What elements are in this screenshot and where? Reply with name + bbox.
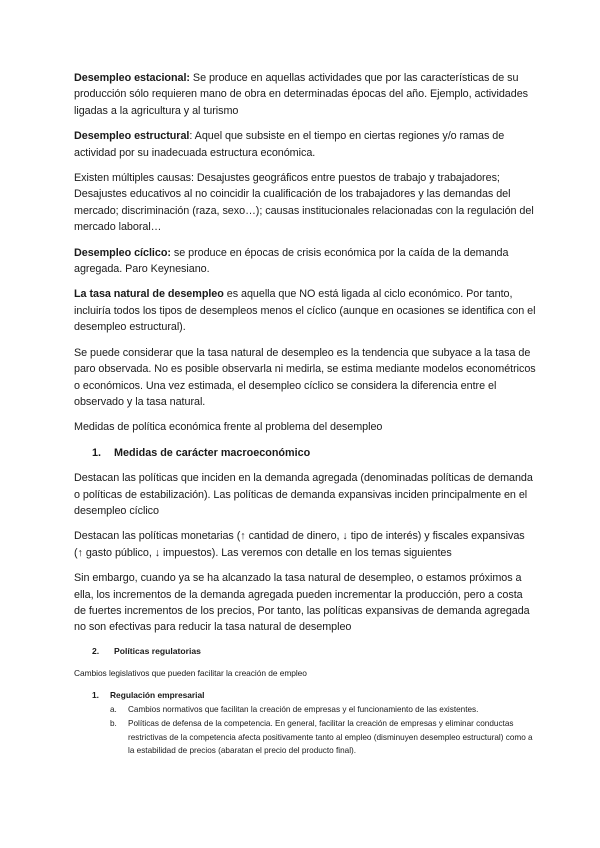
paragraph-sin-embargo: Sin embargo, cuando ya se ha alcanzado la tasa natural de desempleo, o estamos próximos a ella, los incrementos de la demanda agregada pueden incrementar la producción, pero a costa de fuertes incrementos de los precios, Por tanto, las políticas expansivas de demanda agregada no son efectivas para reducir la tasa natural de desempleo <box>74 572 530 634</box>
document-body <box>74 70 536 758</box>
paragraph-tasa-natural <box>74 286 536 335</box>
term-desempleo-ciclico: Desempleo cíclico: <box>74 246 171 259</box>
heading-subsection-1 <box>92 689 536 701</box>
heading-section-1 <box>92 445 536 461</box>
paragraph-cambios: Cambios legislativos que pueden facilitar la creación de empleo <box>74 667 307 678</box>
term-tasa-natural: La tasa natural de desempleo <box>74 288 224 301</box>
paragraph-desempleo-ciclico <box>74 245 536 278</box>
heading-title: Regulación empresarial <box>110 689 205 700</box>
text-desempleo-estructural: : Aquel que subsiste en el tiempo en ciertas regiones y/o ramas de actividad por su inadecuada estructura económica. <box>74 130 505 159</box>
list-item-letter: a. <box>110 704 117 714</box>
paragraph-desempleo-estacional <box>74 70 536 119</box>
paragraph-medidas-intro: Medidas de política económica frente al problema del desempleo <box>74 421 383 434</box>
heading-title: Medidas de carácter macroeconómico <box>114 446 311 459</box>
list-item <box>92 717 536 757</box>
paragraph-causas: Existen múltiples causas: Desajustes geográficos entre puestos de trabajo y trabajadores; Desajustes educativos al no coincidir la cualificación de los trabajadores y las demandas del mercado; discriminación (raza, sexo…); causas institucionales relacionadas con la regulación del mercado laboral… <box>74 172 534 234</box>
heading-number: 1. <box>92 446 102 459</box>
paragraph-desempleo-estructural <box>74 128 536 161</box>
list-item <box>92 703 536 716</box>
heading-section-2 <box>92 645 536 658</box>
list-item-text: Políticas de defensa de la competencia. En general, facilitar la creación de empresas y eliminar conductas restrictivas de la competencia afecta positivamente tanto al empleo (disminuyen desempleo estructural) como a la estabilidad de precios (abaratan el precio del producto final). <box>128 719 533 755</box>
term-desempleo-estacional: Desempleo estacional: <box>74 72 190 84</box>
list-item-letter: b. <box>110 719 117 729</box>
paragraph-tendencia: Se puede considerar que la tasa natural de desempleo es la tendencia que subyace a la tasa de paro observada. No es posible observarla ni medirla, se estima mediante modelos econométricos o económicos. Una vez estimada, el desempleo cíclico se considera la diferencia entre el observado y la tasa natural. <box>74 346 536 408</box>
subsection-regulacion <box>92 689 536 758</box>
text-desempleo-ciclico: se produce en épocas de crisis económica por la caída de la demanda agregada. Paro Keynesiano. <box>74 246 509 276</box>
heading-number: 1. <box>92 689 99 700</box>
heading-number: 2. <box>92 645 100 656</box>
term-desempleo-estructural: Desempleo estructural <box>74 130 190 143</box>
paragraph-demanda: Destacan las políticas que inciden en la demanda agregada (denominadas políticas de demanda o políticas de estabilización). Las políticas de demanda expansivas inciden principalmente en el desempleo cíclico <box>74 472 533 517</box>
heading-title: Políticas regulatorias <box>114 645 201 656</box>
text-desempleo-estacional: Se produce en aquellas actividades que por las características de su producción sólo requieren mano de obra en determinadas épocas del año. Ejemplo, actividades ligadas a la agricultura y al turismo <box>74 72 529 117</box>
list-item-text: Cambios normativos que facilitan la creación de empresas y el funcionamiento de las existentes. <box>128 704 479 714</box>
paragraph-monetarias: Destacan las políticas monetarias (↑ cantidad de dinero, ↓ tipo de interés) y fiscales expansivas (↑ gasto público, ↓ impuestos). Las veremos con detalle en los temas siguientes <box>74 530 525 559</box>
text-tasa-natural: es aquella que NO está ligada al ciclo económico. Por tanto, incluiría todos los tipos de desempleos menos el cíclico (aunque en ocasiones se identifica con el desempleo estructural). <box>74 288 536 334</box>
